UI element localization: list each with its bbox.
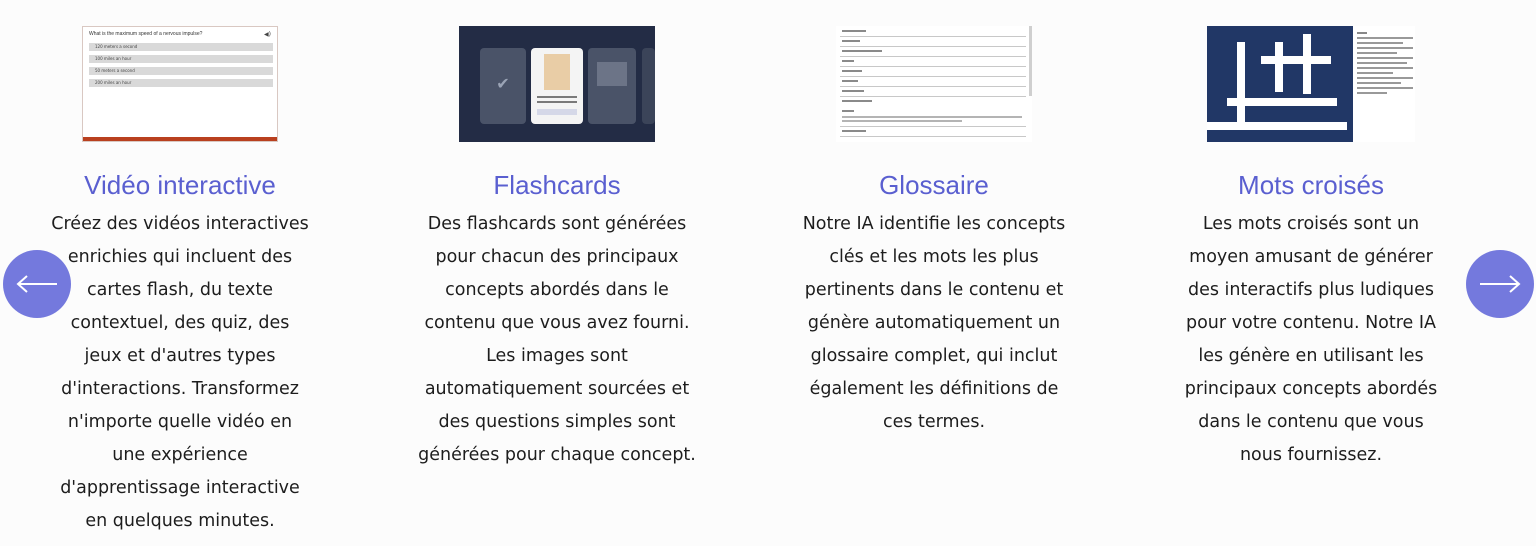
card-description: Les mots croisés sont un moyen amusant de générer des interactifs plus ludiques pour votre contenu. Notre IA les génère en utilisant les principaux concepts abordés dans le contenu que vous nous fournissez.	[1184, 214, 1438, 465]
video-option[interactable]: 120 meters a second	[89, 43, 273, 51]
video-option[interactable]: 50 meters a second	[89, 67, 273, 75]
video-option[interactable]: 100 miles an hour	[89, 55, 273, 63]
arrow-left-icon	[15, 274, 59, 294]
glossary-thumbnail[interactable]	[836, 26, 1032, 142]
scrollbar[interactable]	[1029, 26, 1032, 96]
crossword-clues	[1357, 30, 1413, 97]
video-progress-bar[interactable]	[83, 137, 277, 141]
crossword-grid[interactable]	[1207, 26, 1353, 142]
flashcard-edge	[642, 48, 655, 124]
card-title: Flashcards	[493, 170, 621, 200]
arrow-right-icon	[1478, 274, 1522, 294]
crossword-thumbnail[interactable]	[1207, 26, 1415, 142]
card-title: Mots croisés	[1238, 170, 1384, 200]
card-description: Notre IA identifie les concepts clés et les mots les plus pertinents dans le contenu et génère automatiquement un glossaire complet, qui inclut également les définitions de ces termes.	[802, 214, 1066, 432]
card-title: Glossaire	[879, 170, 989, 200]
video-question: What is the maximum speed of a nervous impulse?	[89, 31, 203, 37]
card-glossaire	[774, 26, 1094, 439]
video-thumbnail[interactable]	[82, 26, 278, 142]
card-title: Vidéo interactive	[84, 170, 276, 200]
speaker-icon: ◀)	[264, 31, 271, 38]
flashcard-right	[588, 48, 636, 124]
flashcard-left	[480, 48, 526, 124]
flashcard-center	[531, 48, 583, 124]
card-mots-croises	[1151, 26, 1471, 472]
card-description: Créez des vidéos interactives enrichies qui incluent des cartes flash, du texte contextuel, des quiz, des jeux et d'autres types d'interactions. Transformez n'importe quelle vidéo en une expérience d'apprentissage interactive en quelques minutes.	[51, 214, 309, 531]
carousel-prev-button[interactable]	[3, 250, 71, 318]
flashcard-image	[544, 54, 570, 90]
card-description: Des flashcards sont générées pour chacun des principaux concepts abordés dans le contenu que vous avez fourni. Les images sont automatiquement sourcées et des questions simples sont générées pour chaque concept.	[418, 214, 696, 465]
flashcards-thumbnail[interactable]	[459, 26, 655, 142]
carousel-next-button[interactable]	[1466, 250, 1534, 318]
card-flashcards	[397, 26, 717, 472]
check-icon: ✔	[496, 74, 510, 93]
video-option[interactable]: 200 miles an hour	[89, 79, 273, 87]
